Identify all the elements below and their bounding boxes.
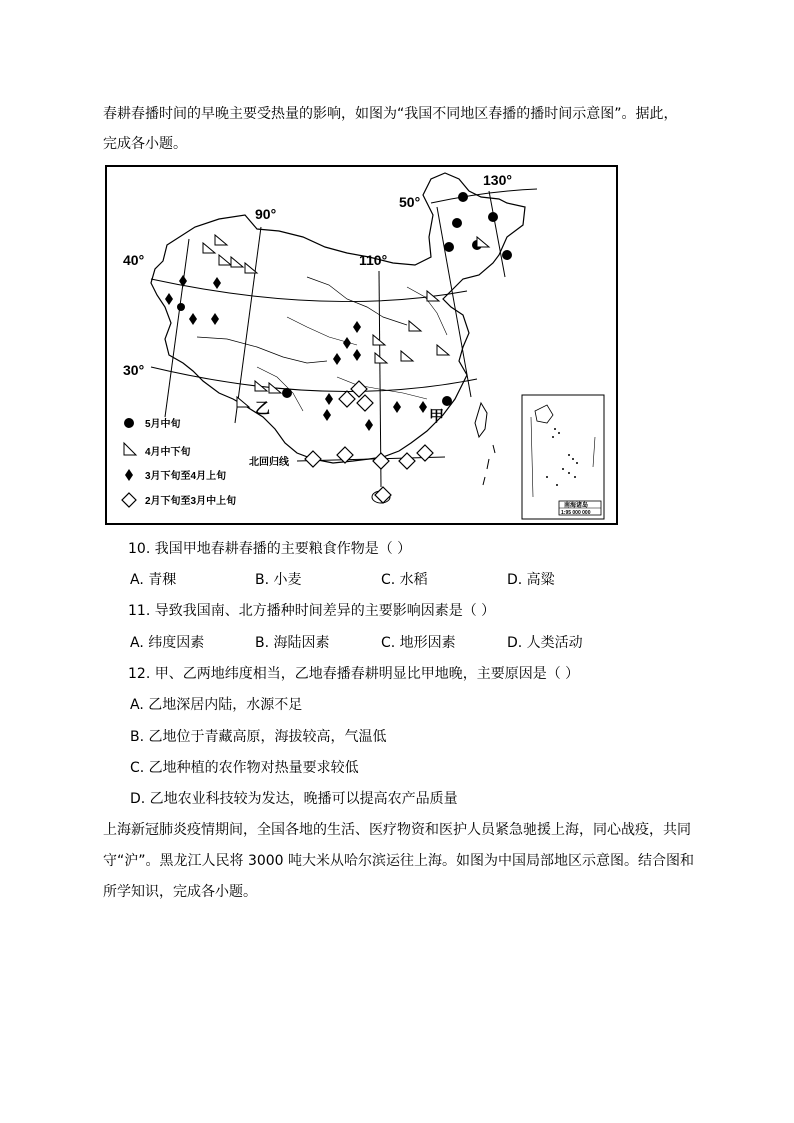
mar-apr-markers xyxy=(165,275,427,431)
lat-label-40: 40° xyxy=(123,252,145,268)
region-label-jia: 甲 xyxy=(429,408,445,425)
q12-option-b[interactable]: B. 乙地位于青藏高原，海拔较高，气温低 xyxy=(130,729,387,745)
legend-label-mar-apr: 3月下旬至4月上旬 xyxy=(145,471,227,482)
legend-symbols xyxy=(122,418,136,507)
q12-option-c[interactable]: C. 乙地种植的农作物对热量要求较低 xyxy=(130,760,359,776)
q10-stem: 10. 我国甲地春耕春播的主要粮食作物是（ ） xyxy=(128,541,412,557)
tropic-label: 北回归线 xyxy=(249,457,289,468)
inset-scale: 1:95 000 000 xyxy=(561,510,591,516)
q10-option-a[interactable]: A. 青稞 xyxy=(130,572,177,588)
intro2-line-3: 所学知识，完成各小题。 xyxy=(103,884,257,900)
spring-sowing-map xyxy=(105,165,618,525)
q10-option-b[interactable]: B. 小麦 xyxy=(255,572,302,588)
inset-title: 南海诸岛 xyxy=(564,503,589,509)
q10-option-d[interactable]: D. 高粱 xyxy=(507,572,555,588)
q10-option-c[interactable]: C. 水稻 xyxy=(381,572,428,588)
q11-option-a[interactable]: A. 纬度因素 xyxy=(130,635,205,651)
region-label-yi: 乙 xyxy=(255,400,271,417)
intro2-line-1: 上海新冠肺炎疫情期间，全国各地的生活、医疗物资和医护人员紧急驰援上海，同心战疫，共同 xyxy=(103,822,691,838)
q11-stem: 11. 导致我国南、北方播种时间差异的主要影响因素是（ ） xyxy=(128,603,496,619)
intro2-line-2: 守“沪”。黑龙江人民将 3000 吨大米从哈尔滨运往上海。如图为中国局部地区示意图。结合图和 xyxy=(103,853,695,869)
q11-option-d[interactable]: D. 人类活动 xyxy=(507,635,583,651)
lat-label-30: 30° xyxy=(123,362,145,378)
intro-line-2: 完成各小题。 xyxy=(103,136,187,152)
lon-label-110: 110° xyxy=(359,252,388,268)
legend-label-feb-mar: 2月下旬至3月中上旬 xyxy=(145,496,237,507)
lon-label-90: 90° xyxy=(255,206,277,222)
q11-option-b[interactable]: B. 海陆因素 xyxy=(255,635,330,651)
apr-markers xyxy=(203,235,489,407)
q12-stem: 12. 甲、乙两地纬度相当，乙地春播春耕明显比甲地晚，主要原因是（ ） xyxy=(128,666,580,682)
q11-option-c[interactable]: C. 地形因素 xyxy=(381,635,456,651)
intro-line-1: 春耕春播时间的早晚主要受热量的影响，如图为“我国不同地区春播的播时间示意图”。据此， xyxy=(103,106,678,122)
china-outline xyxy=(151,173,525,463)
may-mid-markers xyxy=(177,192,512,406)
q12-option-a[interactable]: A. 乙地深居内陆，水源不足 xyxy=(130,697,303,713)
feb-mar-markers xyxy=(305,381,433,503)
lat-label-50: 50° xyxy=(399,194,421,210)
legend-label-apr: 4月中下旬 xyxy=(145,447,191,458)
lon-label-130: 130° xyxy=(483,172,512,188)
q12-option-d[interactable]: D. 乙地农业科技较为发达，晚播可以提高农产品质量 xyxy=(130,791,458,807)
legend-label-may: 5月中旬 xyxy=(145,419,181,430)
